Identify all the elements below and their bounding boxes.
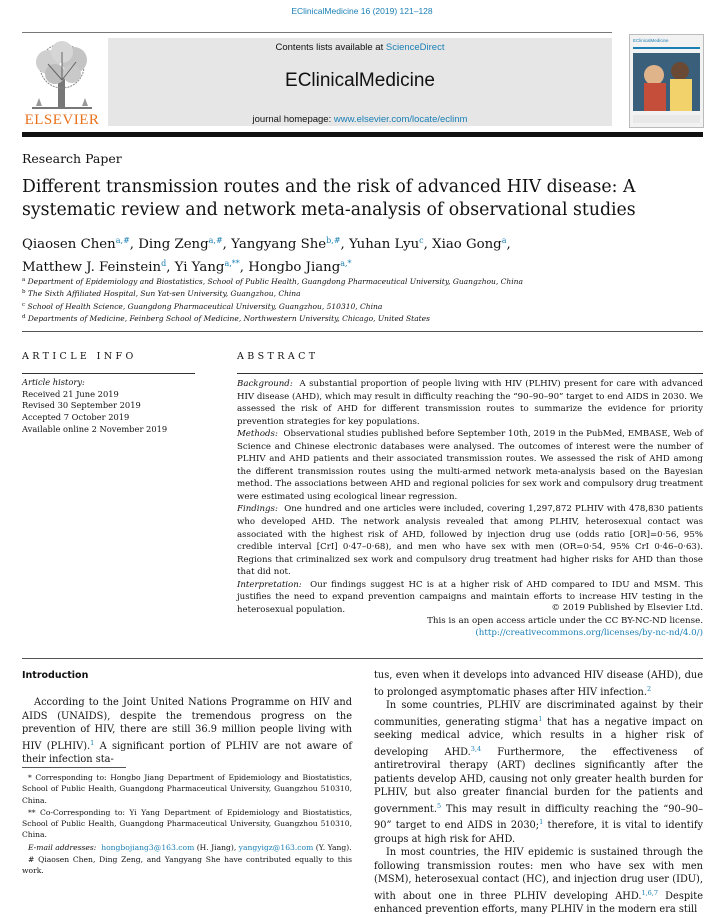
abstract-heading: ABSTRACT [237,351,319,362]
contents-line [108,42,612,53]
footnote-corresponding: * Corresponding to: Hongbo Jiang Department of Epidemiology and Biostatistics, School of Public Health, Guangdong Pharmaceutical University, Guangzhou 510310, China. [22,773,352,805]
affiliation: $^d$ Departments of Medicine, Feinberg School of Medicine, Northwestern University, Chicago, United States [22,314,430,324]
history-received: Received 21 June 2019 [22,388,119,399]
author[interactable]: Ding Zeng$^{a,\#}$ [138,236,223,252]
author[interactable]: Yuhan Lyu$^c$ [349,236,424,252]
citation-ref[interactable]: 1 [538,714,543,723]
author[interactable]: Xiao Gong$^a$ [432,236,507,252]
author[interactable]: Qiaosen Chen$^{a,\#}$ [22,236,130,252]
contents-prefix: Contents lists available at [275,42,384,53]
license-link[interactable]: (http://creativecommons.org/licenses/by-nc-nd/4.0/) [475,628,703,639]
citation-ref[interactable]: 1 [90,738,95,747]
affiliation: $^c$ School of Health Science, Guangdong Pharmaceutical University, Guangzhou, 510310, China [22,301,383,311]
homepage-link[interactable]: www.elsevier.com/locate/eclinm [333,114,468,125]
cover-title: EClinicalMedicine [633,38,669,43]
abstract-interpretation: Interpretation: Our findings suggest HC is at a higher risk of AHD compared to IDU and MSM. This justifies the need to expand prevention campaigns and maintain efforts to increase HIV testing in the heterosexual population. [237,579,704,615]
paragraph: According to the Joint United Nations Programme on HIV and AIDS (UNAIDS), despite the tremendous progress on the prevention of HIV, there are still 36.9 million people living with HIV (PLHIV).$^1$ A significant portion of PLHIV are not aware of their infection sta- [22,697,352,765]
section-rule [22,331,703,332]
abstract-findings: Findings: One hundred and one articles were included, covering 1,297,872 PLHIV with 478,830 patients who developed AHD. The network analysis revealed that among PLHIV, heterosexual contact was associated with the highest risk of AHD, followed by injection drug use (odds ratio [OR]=0·56, 95% credible interval [CrI] 0·47–0·68), and men who have sex with men (OR=0·54, 95% CrI 0·46–0·63). Regions that criminalized sex work and compulsory drug treatment had higher risks for AHD than those that did not. [237,504,704,578]
article-info-rule [22,373,195,374]
footnote-emails: E-mail addresses: hongbojiang3@163.com (H. Jiang), yangyigz@163.com (Y. Yang). [28,842,352,852]
journal-name: EClinicalMedicine [285,70,435,91]
paragraph: In some countries, PLHIV are discriminated against by their communities, generating stigma$^1$ that has a negative impact on seeking medical advice, which results in a higher risk of developing AHD.$^{3,4}$ Furthermore, the effectiveness of antiretroviral therapy (ART) declines significantly after the patients develop AHD, causing not only greater health burden for PLHIV, but also greater financial burden for the patients and government.$^5$ This may result in difficulty reaching the “90–90–90” target to end AIDS in 2030;$^1$ therefore, it is vital to identify groups at high risk for AHD. [374,700,704,845]
affiliation: $^b$ The Sixth Affiliated Hospital, Sun Yat-sen University, Guangzhou, China [22,289,301,299]
affiliation: $^a$ Department of Epidemiology and Biostatistics, School of Public Health, Guangdong Pharmaceutical University, Guangzhou, China [22,277,523,286]
article-info-heading: ARTICLE INFO [22,351,137,362]
citation-ref[interactable]: 5 [436,801,442,810]
header-thick-rule [22,132,703,137]
body-column-left [22,696,352,767]
license-line: This is an open access article under the CC BY-NC-ND license. [427,615,703,626]
footnote-co-corresponding: ** Co-Corresponding to: Yi Yang Department of Epidemiology and Biostatistics, School of Public Health, Guangdong Pharmaceutical University, Guangzhou 510310, China. [22,807,352,840]
abstract-body [237,378,703,616]
affiliation-list [22,275,662,325]
author[interactable]: Yi Yang$^{a,**}$ [174,258,240,275]
footnote-equal-contribution: # Qiaosen Chen, Ding Zeng, and Yangyang She have contributed equally to this work. [22,855,352,876]
author[interactable]: Yangyang She$^{b,\#}$ [231,236,341,252]
journal-cover-thumbnail[interactable] [629,34,704,128]
email-link[interactable]: yangyigz@163.com [238,842,314,852]
abstract-methods: Methods: Observational studies published before September 10th, 2019 in the PubMed, EMBASE, Web of Science and Chinese electronic databases were analysed. The outcomes of interest were the number of PLHIV and AHD patients and their associated transmission routes. We assessed the risk of AHD among the different transmission routes using the multi-armed network meta-analysis based on the Bayesian method. The associations between AHD and regional policies for sex work and compulsory drug treatment were estimated using ecological linear regression. [237,429,703,502]
citation-ref[interactable]: 1 [539,818,544,826]
article-title: Different transmission routes and the risk of advanced HIV disease: A systematic review and network meta-analysis of observational studies [22,177,636,220]
cover-image-icon [630,35,703,127]
history-accepted: Accepted 7 October 2019 [22,412,130,423]
author[interactable]: Hongbo Jiang$^{a,*}$ [248,258,352,275]
abstract-rule [237,373,703,374]
paragraph: tus, even when it develops into advanced HIV disease (AHD), due to prolonged asymptomatic phases after HIV infection.$^2$ [374,670,703,698]
history-revised: Revised 30 September 2019 [22,400,141,411]
body-rule [22,658,703,659]
introduction-heading: Introduction [22,670,89,681]
author[interactable]: Matthew J. Feinstein$^d$ [22,258,167,275]
homepage-line [108,114,612,125]
article-history [22,377,167,436]
citation-ref[interactable]: 2 [646,684,652,693]
homepage-prefix: journal homepage: [252,114,332,125]
footnote-rule [22,767,126,768]
journal-citation[interactable]: EClinicalMedicine 16 (2019) 121–128 [291,6,433,16]
footnotes [22,772,352,878]
abstract-background: Background: A substantial proportion of people living with HIV (PLHIV) present for care with advanced HIV disease (AHD), which may result in difficulty reaching the “90–90–90” target to end AIDS in 2030. We assessed the risk of AHD for different transmission routes to summarize the evidence for priority prevention strategies for key populations. [237,379,703,427]
header-rule [22,32,612,33]
history-label: Article history: [22,377,85,387]
citation-ref[interactable]: 3,4 [470,744,482,753]
history-online: Available online 2 November 2019 [22,423,168,434]
body-column-right [374,669,703,917]
citation-ref[interactable]: 1,6,7 [641,888,658,897]
license-block [237,602,703,640]
paragraph: In most countries, the HIV epidemic is sustained through the following transmission routes: men who have sex with men (MSM), heterosexual contact (HC), and injection drug user (IDU), with about one in three PLHIV developing AHD.$^{1,6,7}$ Despite enhanced prevention efforts, many PLHIV in the modern era still [374,847,703,915]
sciencedirect-link[interactable]: ScienceDirect [385,42,445,53]
copyright: © 2019 Published by Elsevier Ltd. [551,603,703,613]
article-type: Research Paper [22,151,122,166]
elsevier-tree-icon [22,40,102,112]
elsevier-logo[interactable] [22,40,102,128]
email-link[interactable]: hongbojiang3@163.com [101,842,195,852]
author-list: Qiaosen Chen$^{a,\#}$, Ding Zeng$^{a,\#}$, Yangyang She$^{b,\#}$, Yuhan Lyu$^c$, Xiao Gong$^a$, Matthew J. Feinstein$^d$, Yi Yang$^{a,**}$, Hongbo Jiang$^{a,*}$ [22,236,511,275]
elsevier-wordmark: ELSEVIER [24,112,100,128]
